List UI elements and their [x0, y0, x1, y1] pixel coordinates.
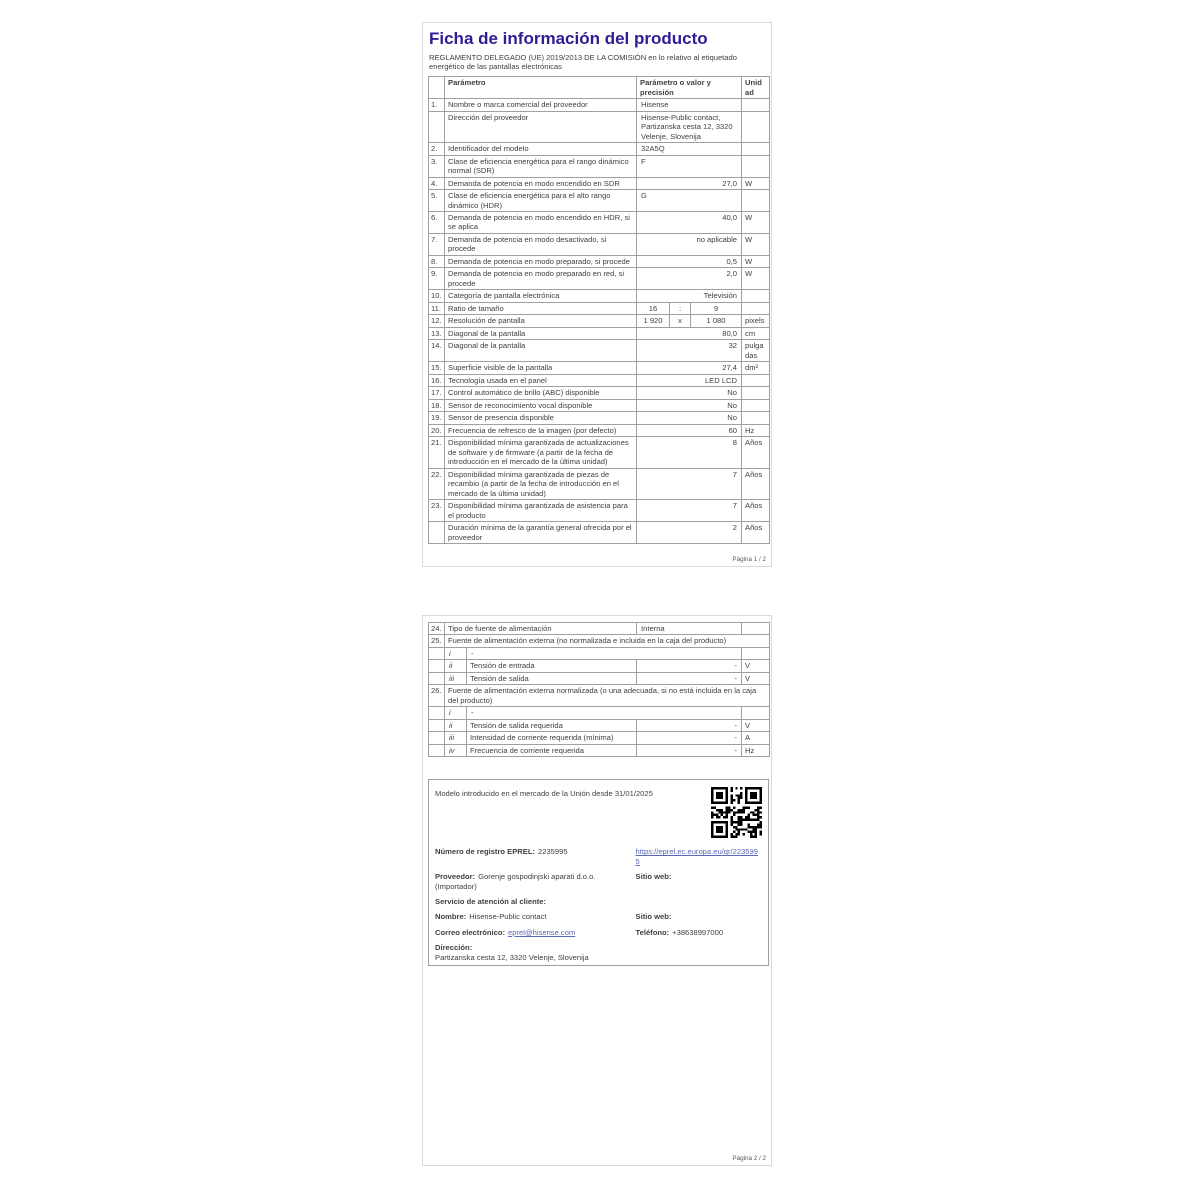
row-number-cell: 22. — [429, 468, 445, 499]
product-parameters-table — [428, 76, 770, 544]
table-row — [429, 685, 770, 707]
value-cell: 32A5Q — [637, 143, 742, 155]
value-cell: - — [467, 647, 742, 659]
sub-index-cell: ii — [445, 660, 467, 672]
document-page-2 — [422, 615, 772, 1166]
name-label: Nombre: — [435, 912, 467, 922]
table-row — [429, 212, 770, 234]
unit-cell: A — [742, 732, 770, 744]
value-cell: F — [637, 155, 742, 177]
row-number-cell: 25. — [429, 635, 445, 647]
sub-index-cell: ii — [445, 719, 467, 731]
value-cell: Hisense-Public contact, Partizanska cesta 12, 3320 Velenje, Slovenija — [637, 111, 742, 142]
value-cell: 27,0 — [637, 177, 742, 189]
row-number-cell: 7. — [429, 233, 445, 255]
parameter-cell: Control automático de brillo (ABC) disponible — [445, 387, 637, 399]
value-cell: 40,0 — [637, 212, 742, 234]
unit-cell — [742, 302, 770, 314]
parameter-cell: Duración mínima de la garantía general ofrecida por el proveedor — [445, 522, 637, 544]
value-cell: - — [637, 719, 742, 731]
parameter-cell: Diagonal de la pantalla — [445, 327, 637, 339]
parameter-cell: Demanda de potencia en modo preparado en red, si procede — [445, 268, 637, 290]
unit-cell: W — [742, 255, 770, 267]
parameter-cell: Clase de eficiencia energética para el rango dinámico normal (SDR) — [445, 155, 637, 177]
unit-cell — [742, 387, 770, 399]
row-number-cell: 14. — [429, 340, 445, 362]
table-row — [429, 340, 770, 362]
parameter-cell: Frecuencia de refresco de la imagen (por defecto) — [445, 424, 637, 436]
market-intro-row — [435, 787, 762, 838]
table-row — [429, 268, 770, 290]
table-row — [429, 302, 770, 314]
unit-cell — [742, 111, 770, 142]
regulation-subtitle: REGLAMENTO DELEGADO (UE) 2019/2013 DE LA COMISIÓN en lo relativo al etiquetado energético de las pantallas electrónicas — [429, 52, 737, 71]
table-row — [429, 424, 770, 436]
address-label: Dirección: — [435, 943, 473, 953]
phone-label: Teléfono: — [635, 927, 670, 937]
eprel-registration — [435, 847, 636, 866]
eprel-url-link[interactable]: https://eprel.ec.europa.eu/qr/2235995 — [635, 847, 758, 866]
unit-cell: Años — [742, 437, 770, 468]
parameter-cell: Demanda de potencia en modo desactivado, si procede — [445, 233, 637, 255]
value-cell: 9 — [691, 302, 742, 314]
contact-name — [435, 912, 636, 921]
row-number-cell: 4. — [429, 177, 445, 189]
value-cell: No — [637, 412, 742, 424]
table-row — [429, 623, 770, 635]
value-cell: 1 920 — [637, 315, 670, 327]
email-link[interactable]: eprel@hisense.com — [508, 927, 576, 937]
value-cell: 16 — [637, 302, 670, 314]
page-number: Página 1 / 2 — [732, 556, 766, 563]
row-number-cell: 17. — [429, 387, 445, 399]
parameter-cell: Resolución de pantalla — [445, 315, 637, 327]
unit-cell — [742, 399, 770, 411]
value-cell: Interna — [637, 623, 742, 635]
phone-value: +38638997000 — [672, 927, 724, 937]
value-cell: 27,4 — [637, 362, 742, 374]
sub-index-cell: iii — [445, 672, 467, 684]
value-cell: 7 — [637, 468, 742, 499]
parameter-cell: Fuente de alimentación externa normalizada (o una adecuada, si no está incluida en la caja del producto) — [445, 685, 770, 707]
row-number-cell: 18. — [429, 399, 445, 411]
customer-service-heading: Servicio de atención al cliente: — [435, 897, 546, 907]
unit-cell — [742, 190, 770, 212]
email-row — [435, 928, 762, 937]
row-number-cell: 20. — [429, 424, 445, 436]
unit-cell: dm² — [742, 362, 770, 374]
table-row — [429, 468, 770, 499]
row-number-cell: 9. — [429, 268, 445, 290]
table-row — [429, 327, 770, 339]
value-cell: Televisión — [637, 290, 742, 302]
parameter-cell: Fuente de alimentación externa (no normalizada e incluida en la caja del producto) — [445, 635, 770, 647]
unit-cell: W — [742, 268, 770, 290]
table-row — [429, 672, 770, 684]
parameter-cell: Clase de eficiencia energética para el alto rango dinámico (HDR) — [445, 190, 637, 212]
parameter-cell: Identificador del modelo — [445, 143, 637, 155]
row-number-cell: 15. — [429, 362, 445, 374]
email-label: Correo electrónico: — [435, 927, 506, 937]
parameter-cell: Diagonal de la pantalla — [445, 340, 637, 362]
value-cell: no aplicable — [637, 233, 742, 255]
header-value: Parámetro o valor y precisión — [637, 77, 742, 99]
supplier-name: Gorenje gospodinjski aparati d.o.o. (Importador) — [435, 872, 596, 891]
document-page-1 — [422, 22, 772, 567]
supplier — [435, 872, 636, 891]
unit-cell: W — [742, 212, 770, 234]
table-row — [429, 315, 770, 327]
unit-cell: Hz — [742, 424, 770, 436]
row-number-cell: 6. — [429, 212, 445, 234]
table-row — [429, 155, 770, 177]
table-row — [429, 660, 770, 672]
unit-cell — [742, 412, 770, 424]
value-cell: No — [637, 387, 742, 399]
table-row — [429, 399, 770, 411]
value-cell: - — [637, 732, 742, 744]
value-cell: 0,5 — [637, 255, 742, 267]
row-number-cell: 13. — [429, 327, 445, 339]
row-number-cell: 1. — [429, 99, 445, 111]
unit-cell: V — [742, 719, 770, 731]
table-row — [429, 732, 770, 744]
row-number-cell: 16. — [429, 374, 445, 386]
table-row — [429, 143, 770, 155]
table-row — [429, 719, 770, 731]
parameter-cell: Ratio de tamaño — [445, 302, 637, 314]
table-row — [429, 387, 770, 399]
table-row — [429, 255, 770, 267]
row-number-cell: 3. — [429, 155, 445, 177]
row-number-cell — [429, 707, 445, 719]
row-number-cell — [429, 522, 445, 544]
parameter-cell: Sensor de presencia disponible — [445, 412, 637, 424]
sub-index-cell: iv — [445, 744, 467, 756]
row-number-cell: 21. — [429, 437, 445, 468]
address-value: Partizanska cesta 12, 3320 Velenje, Slovenija — [435, 952, 589, 962]
row-number-cell — [429, 744, 445, 756]
name-value: Hisense-Public contact — [469, 912, 547, 922]
unit-cell: cm — [742, 327, 770, 339]
table-row — [429, 290, 770, 302]
unit-cell: Hz — [742, 744, 770, 756]
unit-cell — [742, 707, 770, 719]
value-separator-cell: x — [670, 315, 691, 327]
value-cell: LED LCD — [637, 374, 742, 386]
value-cell: G — [637, 190, 742, 212]
parameter-cell: Tipo de fuente de alimentación — [445, 623, 637, 635]
row-number-cell: 5. — [429, 190, 445, 212]
parameter-cell: Nombre o marca comercial del proveedor — [445, 99, 637, 111]
supplier-label: Proveedor: — [435, 872, 476, 882]
parameter-cell: Intensidad de corriente requerida (mínima) — [467, 732, 637, 744]
unit-cell — [742, 290, 770, 302]
value-cell: - — [637, 672, 742, 684]
value-cell: 8 — [637, 437, 742, 468]
parameter-cell: Disponibilidad mínima garantizada de asistencia para el producto — [445, 500, 637, 522]
parameter-cell: Demanda de potencia en modo preparado, si procede — [445, 255, 637, 267]
table-row — [429, 177, 770, 189]
sub-index-cell: i — [445, 647, 467, 659]
parameter-cell: Disponibilidad mínima garantizada de piezas de recambio (a partir de la fecha de introducción en el mercado de la última unidad) — [445, 468, 637, 499]
parameter-cell: Frecuencia de corriente requerida — [467, 744, 637, 756]
row-number-cell — [429, 732, 445, 744]
parameter-cell: Tensión de salida requerida — [467, 719, 637, 731]
table-row — [429, 412, 770, 424]
value-cell: Hisense — [637, 99, 742, 111]
unit-cell: W — [742, 233, 770, 255]
unit-cell: Años — [742, 500, 770, 522]
row-number-cell: 26. — [429, 685, 445, 707]
value-cell: - — [467, 707, 742, 719]
unit-cell: Años — [742, 468, 770, 499]
table-row — [429, 744, 770, 756]
parameter-cell: Categoría de pantalla electrónica — [445, 290, 637, 302]
table-row — [429, 233, 770, 255]
row-number-cell: 10. — [429, 290, 445, 302]
parameter-cell: Disponibilidad mínima garantizada de actualizaciones de software y de firmware (a partir de la fecha de introducción en el mercado de la última unidad) — [445, 437, 637, 468]
table-header-row — [429, 77, 770, 99]
website-label: Sitio web: — [635, 872, 672, 882]
table-row — [429, 374, 770, 386]
parameter-cell: Tecnología usada en el panel — [445, 374, 637, 386]
row-number-cell: 2. — [429, 143, 445, 155]
parameter-cell: Tensión de salida — [467, 672, 637, 684]
eprel-registration-row — [435, 847, 762, 866]
value-cell: - — [637, 660, 742, 672]
table-row — [429, 190, 770, 212]
header-parameter: Parámetro — [445, 77, 637, 99]
unit-cell: pulgadas — [742, 340, 770, 362]
unit-cell: W — [742, 177, 770, 189]
power-supply-table — [428, 622, 770, 757]
table-row — [429, 647, 770, 659]
website-label-2: Sitio web: — [635, 912, 672, 922]
table-row — [429, 362, 770, 374]
table-row — [429, 635, 770, 647]
contact-name-row — [435, 912, 762, 921]
row-number-cell — [429, 647, 445, 659]
unit-cell: V — [742, 672, 770, 684]
row-number-cell: 12. — [429, 315, 445, 327]
unit-cell: pixels — [742, 315, 770, 327]
table-row — [429, 99, 770, 111]
unit-cell — [742, 99, 770, 111]
row-number-cell — [429, 111, 445, 142]
email — [435, 928, 636, 937]
unit-cell — [742, 155, 770, 177]
table-row — [429, 437, 770, 468]
row-number-cell: 24. — [429, 623, 445, 635]
eprel-info-box — [428, 779, 769, 966]
row-number-cell — [429, 672, 445, 684]
qr-code-icon — [711, 787, 762, 838]
row-number-cell: 19. — [429, 412, 445, 424]
page-title: Ficha de información del producto — [429, 29, 708, 48]
table-row — [429, 500, 770, 522]
eprel-number: 2235995 — [538, 847, 568, 857]
parameter-cell: Demanda de potencia en modo encendido en HDR, si se aplica — [445, 212, 637, 234]
unit-cell — [742, 143, 770, 155]
parameter-cell: Sensor de reconocimiento vocal disponible — [445, 399, 637, 411]
eprel-label: Número de registro EPREL: — [435, 847, 536, 857]
parameter-cell: Dirección del proveedor — [445, 111, 637, 142]
value-cell: - — [637, 744, 742, 756]
row-number-cell: 8. — [429, 255, 445, 267]
table-row — [429, 707, 770, 719]
address — [435, 943, 762, 962]
table-row — [429, 111, 770, 142]
parameter-cell: Superficie visible de la pantalla — [445, 362, 637, 374]
supplier-row — [435, 872, 762, 891]
row-number-cell: 11. — [429, 302, 445, 314]
unit-cell — [742, 623, 770, 635]
unit-cell — [742, 374, 770, 386]
value-cell: No — [637, 399, 742, 411]
table-row — [429, 522, 770, 544]
row-number-cell — [429, 660, 445, 672]
value-separator-cell: : — [670, 302, 691, 314]
row-number-cell — [429, 719, 445, 731]
row-number-cell: 23. — [429, 500, 445, 522]
sub-index-cell: iii — [445, 732, 467, 744]
header-number-cell — [429, 77, 445, 99]
value-cell: 2,0 — [637, 268, 742, 290]
value-cell: 60 — [637, 424, 742, 436]
value-cell: 2 — [637, 522, 742, 544]
parameter-cell: Demanda de potencia en modo encendido en SDR — [445, 177, 637, 189]
value-cell: 80,0 — [637, 327, 742, 339]
sub-index-cell: i — [445, 707, 467, 719]
page-number: Página 2 / 2 — [732, 1155, 766, 1162]
value-cell: 1 080 — [691, 315, 742, 327]
address-row — [435, 943, 762, 962]
unit-cell: Años — [742, 522, 770, 544]
market-intro-text: Modelo introducido en el mercado de la Unión desde 31/01/2025 — [435, 789, 653, 799]
value-cell: 32 — [637, 340, 742, 362]
header-unit: Unidad — [742, 77, 770, 99]
parameter-cell: Tensión de entrada — [467, 660, 637, 672]
unit-cell — [742, 647, 770, 659]
value-cell: 7 — [637, 500, 742, 522]
unit-cell: V — [742, 660, 770, 672]
